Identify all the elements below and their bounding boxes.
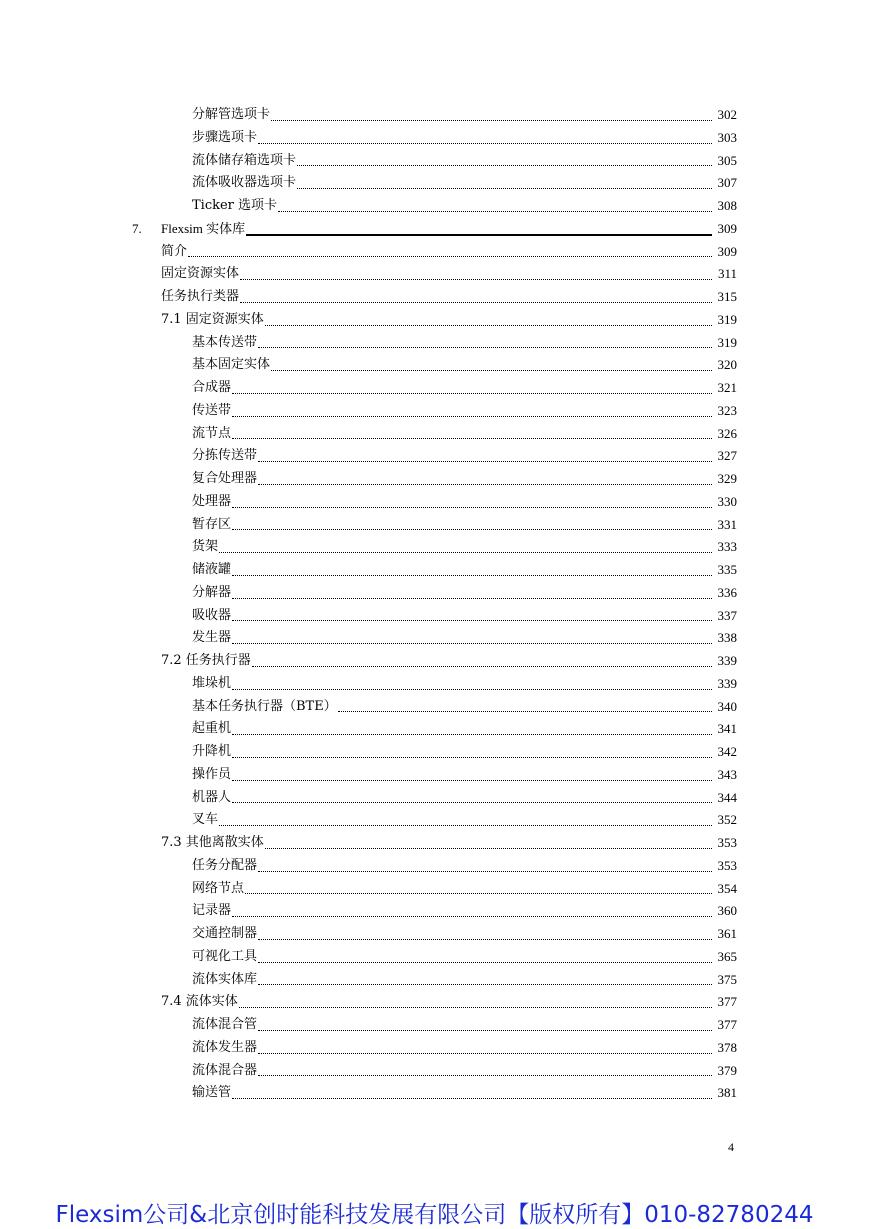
toc-entry[interactable] <box>0 263 869 286</box>
toc-entry[interactable] <box>0 718 869 741</box>
toc-entry[interactable] <box>0 650 869 673</box>
toc-entry-title: 交通控制器 <box>192 926 258 941</box>
toc-entry-page: 320 <box>717 357 737 373</box>
toc-entry-page: 340 <box>717 698 737 714</box>
toc-dot-leader <box>245 893 712 894</box>
toc-dot-leader <box>258 1053 712 1054</box>
toc-entry-page: 381 <box>717 1085 737 1101</box>
toc-dot-leader <box>232 689 712 690</box>
toc-entry[interactable] <box>0 991 869 1014</box>
toc-entry[interactable] <box>0 332 869 355</box>
toc-entry-title: 步骤选项卡 <box>192 129 258 145</box>
toc-entry-page: 309 <box>717 220 737 236</box>
toc-entry-page: 326 <box>717 425 737 441</box>
toc-entry[interactable] <box>0 741 869 764</box>
toc-entry-title: 网络节点 <box>192 880 245 896</box>
toc-dot-leader <box>219 552 712 553</box>
toc-entry-title: 货架 <box>192 539 219 555</box>
toc-entry-title: 固定资源实体 <box>161 266 240 282</box>
toc-entry-page: 338 <box>717 630 737 646</box>
toc-entry-title: 基本固定实体 <box>192 357 271 373</box>
toc-entry-page: 344 <box>717 789 737 805</box>
toc-dot-leader <box>258 962 712 963</box>
toc-chapter-entry[interactable] <box>0 218 869 241</box>
toc-dot-leader <box>258 939 712 940</box>
toc-entry[interactable] <box>0 605 869 628</box>
toc-entry-page: 352 <box>717 812 737 828</box>
toc-entry[interactable] <box>0 491 869 514</box>
toc-entry-page: 378 <box>717 1039 737 1055</box>
toc-entry[interactable] <box>0 1060 869 1083</box>
toc-dot-leader <box>265 848 712 849</box>
toc-entry[interactable] <box>0 946 869 969</box>
toc-entry-title: 吸收器 <box>192 607 232 623</box>
toc-entry-title: 简介 <box>161 243 188 259</box>
toc-dot-leader <box>232 507 712 508</box>
toc-entry-page: 309 <box>717 243 737 259</box>
toc-dot-leader <box>232 757 712 758</box>
toc-entry[interactable] <box>0 764 869 787</box>
toc-entry-page: 365 <box>717 948 737 964</box>
toc-entry-page: 336 <box>717 584 737 600</box>
toc-entry[interactable] <box>0 627 869 650</box>
toc-entry-title: 暂存区 <box>192 516 232 532</box>
toc-dot-leader <box>232 393 712 394</box>
toc-entry-page: 337 <box>717 607 737 623</box>
toc-entry-title: 储液罐 <box>192 562 232 577</box>
toc-entry-title: 任务执行类器 <box>161 289 240 304</box>
toc-entry[interactable] <box>0 900 869 923</box>
toc-entry[interactable] <box>0 787 869 810</box>
toc-entry-title: 可视化工具 <box>192 948 258 964</box>
toc-dot-leader <box>338 711 712 712</box>
toc-dot-leader <box>271 370 712 371</box>
toc-entry[interactable] <box>0 241 869 264</box>
toc-entry-title: 处理器 <box>192 493 232 509</box>
toc-entry-page: 315 <box>717 289 737 304</box>
toc-dot-leader <box>258 347 712 348</box>
toc-entry[interactable] <box>0 127 869 150</box>
toc-entry-title: 记录器 <box>192 903 232 919</box>
toc-entry[interactable] <box>0 150 869 173</box>
toc-dot-leader <box>258 461 712 462</box>
toc-entry-page: 305 <box>717 152 737 168</box>
toc-dot-leader <box>219 825 712 826</box>
toc-entry[interactable] <box>0 172 869 195</box>
toc-dot-leader <box>240 302 712 303</box>
toc-dot-leader <box>232 438 712 439</box>
toc-dot-leader <box>232 780 712 781</box>
toc-entry[interactable] <box>0 536 869 559</box>
toc-entry-title: 复合处理器 <box>192 471 258 486</box>
toc-entry-title: 基本任务执行器（BTE） <box>192 698 337 714</box>
toc-entry-page: 307 <box>717 175 737 191</box>
toc-entry-page: 354 <box>717 880 737 896</box>
toc-entry[interactable] <box>0 354 869 377</box>
toc-entry[interactable] <box>0 559 869 582</box>
toc-entry[interactable] <box>0 514 869 537</box>
toc-dot-leader <box>232 916 712 917</box>
toc-entry[interactable] <box>0 969 869 992</box>
toc-entry-page: 308 <box>717 198 737 213</box>
toc-entry[interactable] <box>0 832 869 855</box>
copyright-footer: Flexsim公司&北京创时能科技发展有限公司【版权所有】010-82780244 <box>55 1202 814 1228</box>
toc-entry-page: 319 <box>717 334 737 350</box>
toc-entry[interactable] <box>0 809 869 832</box>
toc-entry-title: 流体混合器 <box>192 1062 258 1078</box>
toc-entry[interactable] <box>0 696 869 719</box>
toc-entry[interactable] <box>0 923 869 946</box>
toc-dot-leader <box>246 234 712 236</box>
toc-dot-leader <box>271 120 712 121</box>
toc-entry-title: 起重机 <box>192 721 232 737</box>
toc-entry[interactable] <box>0 1082 869 1105</box>
toc-entry-title: 操作员 <box>192 766 232 782</box>
toc-entry-title: 流体吸收器选项卡 <box>192 175 297 191</box>
toc-entry[interactable] <box>0 1037 869 1060</box>
toc-dot-leader <box>232 802 712 803</box>
toc-entry-page: 353 <box>717 857 737 873</box>
toc-entry-title: 叉车 <box>192 812 219 828</box>
toc-dot-leader <box>232 1098 712 1099</box>
toc-entry-page: 321 <box>717 380 737 395</box>
toc-entry-title: 7.1 固定资源实体 <box>161 311 264 327</box>
toc-entry-title: 7.3 其他离散实体 <box>161 835 264 850</box>
toc-entry[interactable] <box>0 878 869 901</box>
toc-entry-page: 342 <box>717 744 737 759</box>
toc-entry-title: 传送带 <box>192 402 232 418</box>
toc-entry-title: 任务分配器 <box>192 857 258 873</box>
toc-entry-page: 331 <box>717 516 737 532</box>
toc-entry-page: 319 <box>717 311 737 327</box>
toc-entry-page: 330 <box>717 493 737 509</box>
toc-entry-title: 流体发生器 <box>192 1039 258 1055</box>
toc-dot-leader <box>240 279 712 280</box>
toc-entry-title: 分拣传送带 <box>192 448 258 464</box>
toc-dot-leader <box>258 871 712 872</box>
toc-chapter-number: 7. <box>132 220 142 236</box>
toc-dot-leader <box>239 1007 712 1008</box>
toc-dot-leader <box>232 575 712 576</box>
toc-dot-leader <box>258 1075 712 1076</box>
toc-dot-leader <box>188 256 712 257</box>
toc-entry-page: 339 <box>717 653 737 668</box>
toc-entry[interactable] <box>0 673 869 696</box>
toc-entry-page: 323 <box>717 402 737 418</box>
toc-entry-page: 311 <box>717 266 737 282</box>
toc-entry[interactable] <box>0 445 869 468</box>
toc-entry-title: 流体储存箱选项卡 <box>192 152 297 168</box>
page-number: 4 <box>728 1140 734 1154</box>
toc-dot-leader <box>297 188 712 189</box>
toc-dot-leader <box>258 143 712 144</box>
toc-entry-page: 361 <box>717 926 737 941</box>
toc-entry[interactable] <box>0 104 869 127</box>
toc-dot-leader <box>232 620 712 621</box>
toc-entry-title: Ticker 选项卡 <box>192 198 278 213</box>
toc-dot-leader <box>232 416 712 417</box>
toc-dot-leader <box>258 984 712 985</box>
toc-entry-page: 335 <box>717 562 737 577</box>
toc-entry-title: 流体实体库 <box>192 971 258 987</box>
toc-entry-page: 341 <box>717 721 737 737</box>
toc-entry-title: 堆垛机 <box>192 675 232 691</box>
toc-entry-page: 329 <box>717 471 737 486</box>
toc-dot-leader <box>265 325 712 326</box>
toc-dot-leader <box>232 734 712 735</box>
toc-entry-title: 机器人 <box>192 789 232 805</box>
toc-entry-title: 基本传送带 <box>192 334 258 350</box>
toc-dot-leader <box>278 211 712 212</box>
toc-entry-page: 303 <box>717 129 737 145</box>
toc-entry[interactable] <box>0 400 869 423</box>
toc-entry-page: 302 <box>717 107 737 122</box>
toc-entry-page: 333 <box>717 539 737 555</box>
toc-entry-title: 流节点 <box>192 425 232 441</box>
toc-entry-title: 7.4 流体实体 <box>161 994 238 1010</box>
toc-entry-page: 379 <box>717 1062 737 1078</box>
toc-entry-title: 合成器 <box>192 380 232 395</box>
toc-dot-leader <box>232 598 712 599</box>
toc-entry-title: 流体混合管 <box>192 1017 258 1032</box>
toc-entry[interactable] <box>0 855 869 878</box>
toc-dot-leader <box>252 666 712 667</box>
toc-dot-leader <box>232 529 712 530</box>
toc-entry-page: 375 <box>717 971 737 987</box>
toc-entry-page: 327 <box>717 448 737 464</box>
toc-dot-leader <box>258 484 712 485</box>
toc-entry-title: 7.2 任务执行器 <box>161 653 251 668</box>
toc-entry[interactable] <box>0 309 869 332</box>
toc-entry[interactable] <box>0 286 869 309</box>
toc-entry-title: Flexsim 实体库 <box>161 220 246 236</box>
toc-dot-leader <box>258 1030 712 1031</box>
toc-entry-page: 339 <box>717 675 737 691</box>
toc-entry-page: 377 <box>717 1017 737 1032</box>
toc-entry-title: 输送管 <box>192 1085 232 1101</box>
toc-entry[interactable] <box>0 423 869 446</box>
toc-entry-page: 353 <box>717 835 737 850</box>
toc-dot-leader <box>297 165 712 166</box>
toc-entry-page: 377 <box>717 994 737 1010</box>
toc-entry[interactable] <box>0 195 869 218</box>
table-of-contents <box>0 104 869 1105</box>
toc-entry-page: 360 <box>717 903 737 919</box>
toc-entry-title: 发生器 <box>192 630 232 646</box>
toc-entry[interactable] <box>0 1014 869 1037</box>
toc-dot-leader <box>232 643 712 644</box>
toc-entry[interactable] <box>0 377 869 400</box>
toc-entry[interactable] <box>0 468 869 491</box>
toc-entry-title: 分解器 <box>192 584 232 600</box>
toc-entry-title: 升降机 <box>192 744 232 759</box>
toc-entry-title: 分解管选项卡 <box>192 107 271 122</box>
toc-entry-page: 343 <box>717 766 737 782</box>
toc-entry[interactable] <box>0 582 869 605</box>
